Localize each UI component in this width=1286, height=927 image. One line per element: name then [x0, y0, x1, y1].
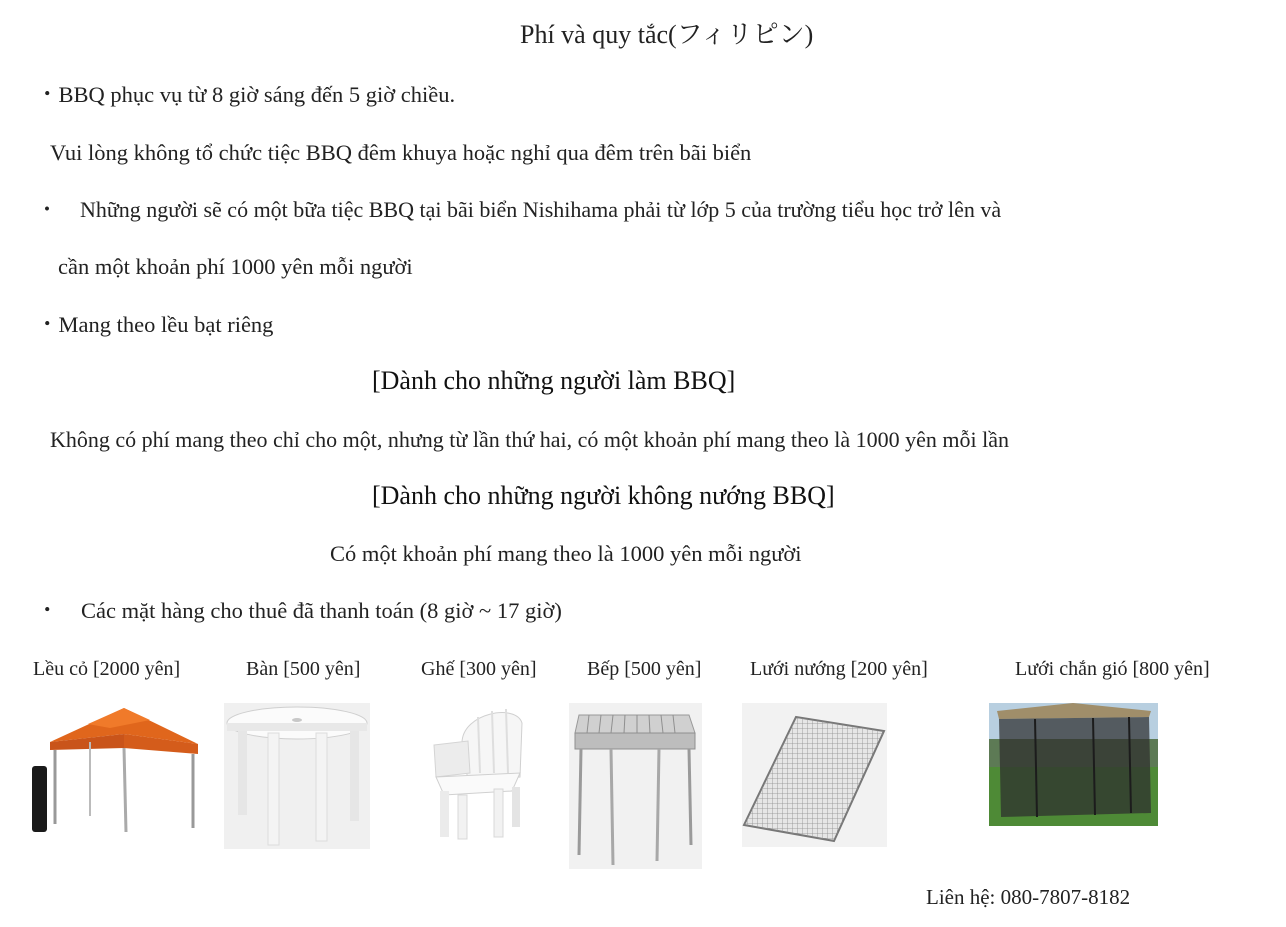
bbq-grill-icon [569, 703, 702, 869]
section-no-bbq-heading: [Dành cho những người không nướng BBQ] [372, 481, 835, 510]
section-bbq-heading: [Dành cho những người làm BBQ] [372, 366, 736, 395]
page-title: Phí và quy tắc(フィリピン) [520, 20, 814, 49]
section-bbq-text: Không có phí mang theo chỉ cho một, nhưng từ lần thứ hai, có một khoản phí mang theo là 1000 yên mỗi lần [50, 427, 1009, 452]
round-table-icon [224, 703, 370, 849]
rule-fee-line2: cần một khoản phí 1000 yên mỗi người [58, 254, 413, 279]
rule-fee-line1: ・ Những người sẽ có một bữa tiệc BBQ tại bãi biển Nishihama phải từ lớp 5 của trường tiểu học trở lên và [36, 197, 1002, 222]
rule-tent: ・Mang theo lều bạt riêng [36, 312, 274, 337]
rule-no-night: Vui lòng không tổ chức tiệc BBQ đêm khuya hoặc nghỉ qua đêm trên bãi biển [50, 140, 752, 165]
rental-label-windscreen: Lưới chắn gió [800 yên] [1015, 658, 1210, 680]
rental-label-tent: Lều cỏ [2000 yên] [33, 658, 181, 680]
section-no-bbq-text: Có một khoản phí mang theo là 1000 yên mỗi người [330, 541, 802, 566]
grill-net-icon [742, 703, 887, 847]
rental-label-chair: Ghế [300 yên] [421, 658, 537, 680]
windscreen-net-icon [989, 703, 1158, 826]
rental-label-grill-net: Lưới nướng [200 yên] [750, 658, 928, 680]
contact-phone: Liên hệ: 080-7807-8182 [926, 885, 1131, 909]
plastic-chair-icon [428, 703, 528, 841]
canopy-tent-icon [30, 704, 202, 834]
rental-label-grill: Bếp [500 yên] [587, 658, 702, 680]
rule-hours: ・BBQ phục vụ từ 8 giờ sáng đến 5 giờ chiều. [36, 82, 456, 107]
rental-title: ・ Các mặt hàng cho thuê đã thanh toán (8 giờ ~ 17 giờ) [36, 598, 562, 623]
rental-label-table: Bàn [500 yên] [246, 658, 361, 680]
